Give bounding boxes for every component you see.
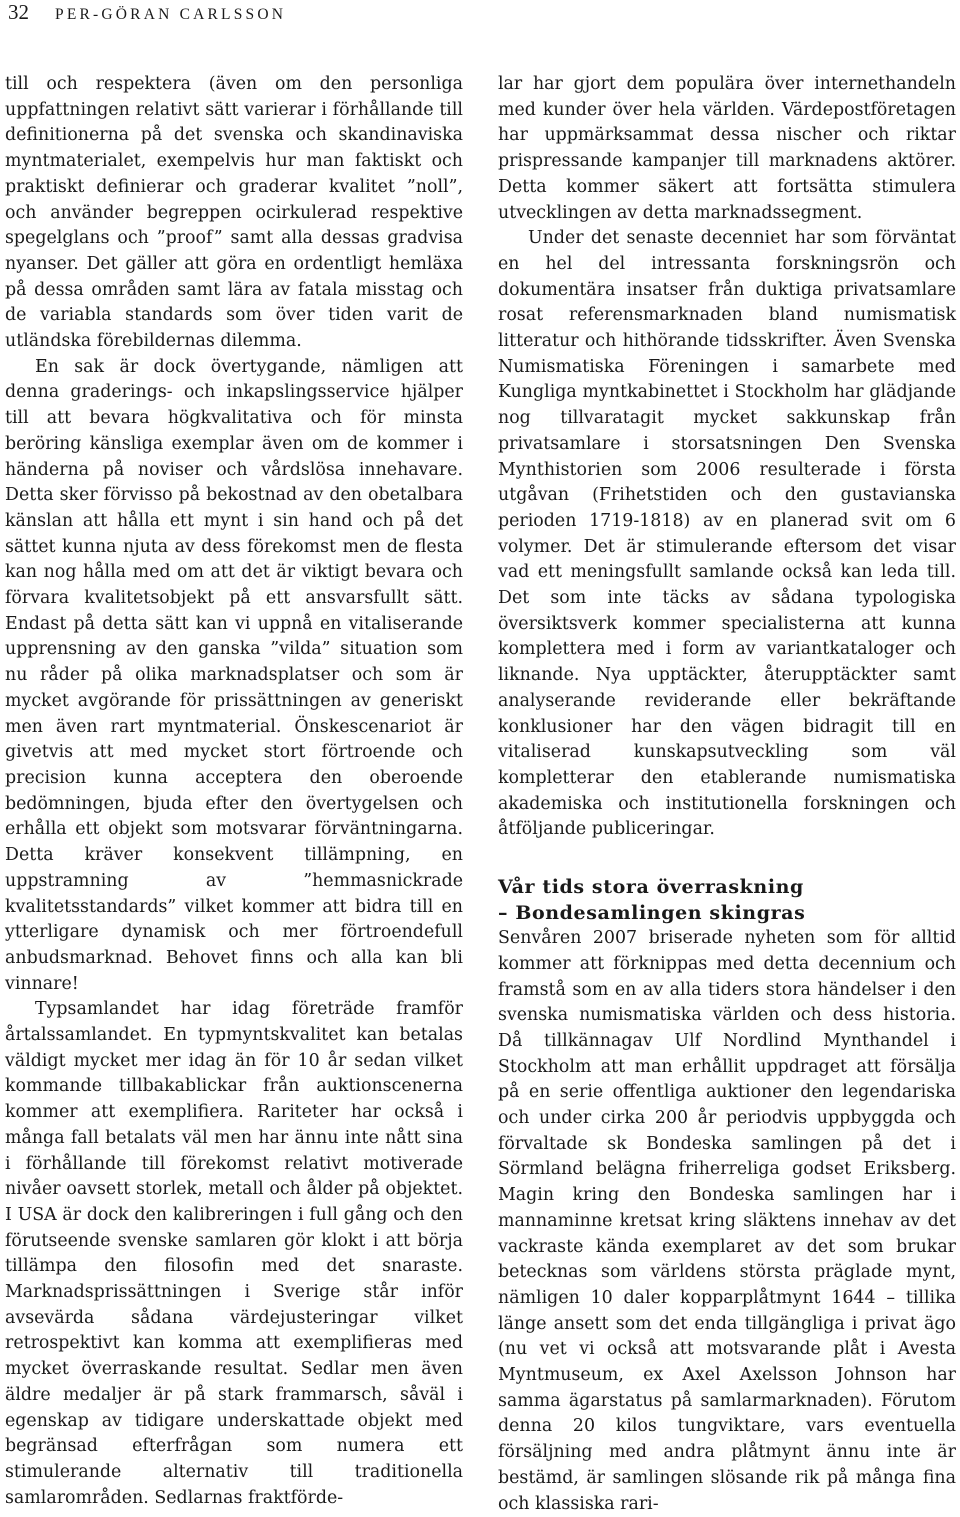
right-column: [498, 72, 956, 1517]
section-heading: [498, 875, 956, 926]
paragraph: En sak är dock övertygande, nämligen att denna graderings- och inkapslingsservice hjälper till att bevara högkvalitativa och för minsta beröring känsliga exemplar även om de kommer i händerna på noviser och vårdslösa innehavare. Detta sker förvisso på bekostnad av den obetalbara känslan att hålla ett mynt i sin hand och på det sättet kunna njuta av dess förekomst men de flesta kan nog hålla med om att det är viktigt bevara och förvara kvalitetsobjekt på ett ansvarsfullt sätt. Endast på detta sätt kan vi uppnå en vitaliserande upprensning av den ganska ”vilda” situation som nu råder på olika marknadsplatser och som är mycket avgörande för prissättningen av generiskt men även rart myntmaterial. Önskescenariot är givetvis att med mycket stort förtroende och precision kunna acceptera den oberoende bedömningen, bjuda efter den övertygelsen och erhålla ett objekt som motsvarar förväntningarna. Detta kräver konsekvent tillämpning, en uppstramning av ”hemmasnickrade kvalitetsstandards” vilket kommer att bidra till en ytterligare dynamisk och mer förtroendefull anbudsmarknad. Behovet finns och alla kan bli vinnare!: [5, 356, 463, 994]
paragraph: till och respektera (även om den personliga uppfattningen relativt sätt varierar i förhållande till definitionerna på det svenska och skandinaviska myntmaterialet, exempelvis hur man faktiskt och praktiskt definierar och graderar kvalitet ”noll”, och använder begreppen ocirkulerad respektive spegelglans och ”proof” samt alla dessas gradvisa nyanser. Det gäller att göra en ordentligt hemläxa på dessa områden samt lära av fatala misstag och de variabla standards som över tiden varit de utländska förebildernas dilemma.: [5, 74, 463, 352]
paragraph: Under det senaste decenniet har som förväntat en hel del intressanta forskningsrön och dokumentära insatser från duktiga privatsamlare rosat referensmarknaden bland numismatisk litteratur och hithörande tidsskrifter. Även Svenska Numismatiska Föreningen i samarbete med Kungliga myntkabinettet i Stockholm har glädjande nog tillvaratagit mycket sakkunskap från privatsamlare i storsatsningen Den Svenska Mynthistorien som 2006 resulterade i första utgåvan (Frihetstiden och den gustavianska perioden 1719-1818) av en planerad svit om 6 volymer. Det är stimulerande eftersom det visar vad ett meningsfullt samlande också kan leda till. Det som inte täcks av sådana typologiska översiktsverk kommer specialisterna att kunna komplettera med i form av variantkataloger och liknande. Nya upptäckter, återupptäckter samt analyserande reviderande eller bekräftande konklusioner har den vägen bidragit till en vitaliserad kunskapsutveckling som väl kompletterar den etablerande numismatiska akademiska och institutionella forskningen och åtföljande publiceringar.: [498, 228, 956, 840]
paragraph: lar har gjort dem populära över internethandeln med kunder över hela världen. Värdepostföretagen har uppmärksammat dessa nischer och riktar prispressande kampanjer till marknadens aktörer. Detta kommer säkert att fortsätta stimulera utvecklingen av detta marknadssegment.: [498, 74, 956, 223]
page-number: 32: [8, 0, 29, 24]
paragraph: Typsamlandet har idag företräde framför årtalssamlandet. En typmyntskvalitet kan betalas väldigt mycket mer idag än för 10 år sedan vilket kommande tillbakablickar från auktionscenerna kommer att exemplifiera. Rariteter har också i många fall betalats väl men har ännu inte nått sina i förhållande till förekomst relativt motiverade nivåer oavsett storlek, metall och ålder på objektet. I USA är dock den kalibreringen i full gång och den förutseende svenske samlaren gör klokt i att börja tillämpa den filosofin med det snaraste. Marknadsprissättningen i Sverige står inför avsevärda sådana värdejusteringar vilket retrospektivt kan komma att exemplifieras med mycket överraskande resultat. Sedlar men även äldre medaljer är på stark frammarsch, såväl i egenskap av tidigare underskattade objekt med begränsad efterfrågan som numera ett stimulerande alternativ till traditionella samlarområden. Sedlarnas fraktförde-: [5, 999, 463, 1508]
section-heading-line: Vår tids stora överraskning: [498, 876, 804, 899]
section-heading-line: – Bondesamlingen skingras: [498, 901, 806, 924]
left-column: [5, 72, 463, 1511]
running-head-author: PER-GÖRAN CARLSSON: [55, 6, 287, 23]
paragraph: Senvåren 2007 briserade nyheten som för alltid kommer att förknippas med detta decennium och framstå som en av alla tiders stora händelser i den svenska numismatiska världen och dess historia. Då tillkännagav Ulf Nordlind Mynthandel i Stockholm att man erhållit uppdraget att försälja på en serie offentliga auktioner den legendariska och under cirka 200 år periodvis uppbyggda och förvaltade sk Bondeska samlingen på det i Sörmland belägna friherreliga godset Eriksberg. Magin kring den Bondeska samlingen har i mannaminne kretsat kring släktens innehav av det vackraste kända exemplaret av det som brukar betecknas som världens största präglade mynt, nämligen 10 daler kopparplåtmynt 1644 – tillika länge ansett som det enda tillgängliga i privat ägo (nu vet vi också att motsvarande plåt i Avesta Myntmuseum, ex Axel Axelsson Johnson har samma ägarstatus på samlarmarknaden). Förutom denna 20 kilos tungviktare, vars eventuella försäljning med andra plåtmynt ännu inte är bestämd, är samlingen slösande rik på många fina och klassiska rari-: [498, 928, 956, 1514]
running-head: [8, 0, 952, 26]
